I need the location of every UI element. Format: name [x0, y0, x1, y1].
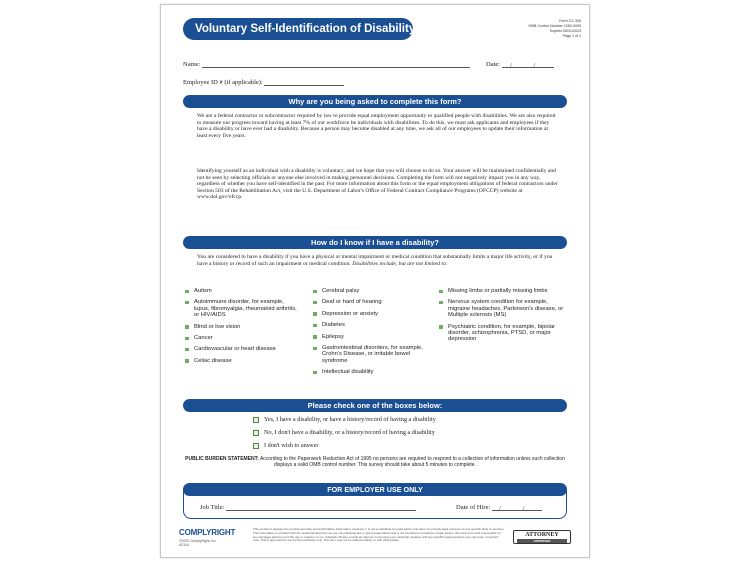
list-item: Depression or anxiety — [313, 311, 425, 317]
employer-use-box — [183, 483, 567, 519]
form-number: Form CC-305 — [559, 19, 581, 23]
date-field-row — [486, 61, 554, 68]
list-item: Epilepsy — [313, 334, 425, 340]
list-item: Intellectual disability — [313, 369, 425, 375]
checkbox-decline[interactable] — [253, 443, 259, 449]
attorney-approved-badge — [513, 530, 571, 544]
date-label: Date: — [486, 61, 501, 68]
list-item: Psychiatric condition, for example, bipolar disorder, schizophrenia, PTSD, or major depression — [439, 324, 567, 343]
job-title-label: Job Title: — [200, 504, 225, 511]
complyright-logo: COMPLYRIGHT — [179, 528, 236, 537]
list-item: Autoimmune disorder, for example, lupus, fibromyalgia, rheumatoid arthritis, or HIV/AIDS — [185, 299, 297, 318]
list-item: Gastrointestinal disorders, for example, Crohn's Disease, or irritable bowel syndrome — [313, 345, 425, 364]
how-paragraph — [197, 254, 559, 267]
option-yes-label: Yes, I have a disability, or have a history/record of having a disability — [264, 416, 436, 423]
date-of-hire-label: Date of Hire: — [456, 504, 491, 511]
name-field-row — [183, 61, 470, 68]
list-item: Missing limbs or partially missing limbs — [439, 288, 567, 294]
legal-disclaimer: This product is designed to provide accurate and authoritative information. However, it is not a substitute for legal advice and does not provide legal opinions on any specific facts or services. This information is provided with the understanding that you are not practicing law or giving legal advice and is not intended to constitute a legal opinion. We cannot be held responsible for any damages arising out of the use or reliance on our materials. Please consult an attorney concerning your particular situation and any specific legal questions you may have. Important note: This is approved for use by the purchaser only. This form may not be shared publicly or with third parties. — [253, 527, 505, 543]
list-item: Nervous system condition for example, migraine headaches, Parkinson's disease, or Multiple sclerosis (MS) — [439, 299, 567, 318]
omb-control-number: OMB Control Number 1250-0005 — [528, 24, 581, 28]
disability-list-col3 — [439, 288, 567, 348]
list-item: Blind or low vision — [185, 324, 297, 330]
checkbox-yes[interactable] — [253, 417, 259, 423]
section-heading-why: Why are you being asked to complete this form? — [183, 95, 567, 108]
option-decline-row[interactable] — [253, 442, 318, 449]
option-no-row[interactable] — [253, 429, 435, 436]
date-input-line[interactable]: / / — [502, 62, 554, 68]
list-item: Cardiovascular or heart disease — [185, 346, 297, 352]
expiration-date: Expires 05/31/2023 — [550, 29, 581, 33]
employee-id-label: Employee ID # (if applicable): — [183, 79, 263, 86]
attorney-badge-sub: APPROVED — [517, 539, 567, 543]
list-item: Autism — [185, 288, 297, 294]
disability-list-col1 — [185, 288, 297, 369]
list-item: Cerebral palsy — [313, 288, 425, 294]
option-decline-label: I don't wish to answer — [264, 442, 319, 449]
copyright-block — [179, 539, 217, 548]
list-item: Cancer — [185, 335, 297, 341]
form-title: Voluntary Self-Identification of Disability — [183, 18, 413, 40]
option-yes-row[interactable] — [253, 416, 436, 423]
job-title-input-line[interactable] — [226, 505, 416, 511]
employee-id-input-line[interactable] — [264, 80, 344, 86]
form-page — [160, 4, 590, 558]
section-heading-check: Please check one of the boxes below: — [183, 399, 567, 412]
checkbox-no[interactable] — [253, 430, 259, 436]
job-title-row — [200, 504, 416, 511]
name-label: Name: — [183, 61, 201, 68]
public-burden-statement — [183, 456, 567, 468]
page-number: Page 1 of 1 — [562, 34, 581, 38]
copyright-text: ©2020 ComplyRight, Inc. — [179, 539, 217, 543]
employee-id-row — [183, 79, 344, 86]
list-item: Deaf or hard of hearing — [313, 299, 425, 305]
why-paragraph-1: We are a federal contractor or subcontractor required by law to provide equal employment opportunity to qualified people with disabilities. We are also required to measure our progress toward having at least 7% of our workforce be individuals with disabilities. To do this, we must ask applicants and employees if they have a disability or have ever had a disability. Because a person may become disabled at any time, we ask all of our employees to update their information at least every five years. — [197, 113, 556, 139]
date-of-hire-input-line[interactable]: / / — [492, 505, 542, 511]
why-paragraph-2: Identifying yourself as an individual with a disability is voluntary, and we hope that you will choose to do so. Your answer will be maintained confidentially and not be seen by selecting officials or anyone else involved in making personnel decisions. Completing the form will not negatively impact you in any way, regardless of whether you have self-identified in the past. For more information about this form or the equal employment obligations of federal contractors under Section 503 of the Rehabilitation Act, visit the U.S. Department of Labor's Office of Federal Contract Compliance Programs (OFCCP) website at www.dol.gov/ofccp. — [197, 168, 558, 201]
how-paragraph-italic: Disabilities include, but are not limited to: — [352, 260, 448, 267]
list-item: Diabetes — [313, 322, 425, 328]
option-no-label: No, I don't have a disability, or a history/record of having a disability — [264, 429, 435, 436]
disability-list-col2 — [313, 288, 425, 381]
how-paragraph-text: You are considered to have a disability if you have a physical or mental impairment or medical condition that substantially limits a major life activity, or if you have a history or record of such an impairment or medical condition. — [197, 254, 553, 267]
section-heading-how: How do I know if I have a disability? — [183, 236, 567, 249]
product-code: A2104 — [179, 543, 189, 548]
employer-use-heading: FOR EMPLOYER USE ONLY — [183, 483, 567, 496]
date-of-hire-row — [456, 504, 542, 511]
name-input-line[interactable] — [202, 62, 470, 68]
form-meta — [528, 19, 581, 39]
list-item: Celiac disease — [185, 358, 297, 364]
burden-label: PUBLIC BURDEN STATEMENT: — [185, 456, 259, 462]
attorney-badge-main: ATTORNEY — [525, 532, 559, 538]
burden-text: According to the Paperwork Reduction Act of 1995 no persons are required to respond to a collection of information unless such collection displays a valid OMB control number. This survey should take about 5 minutes to complete. — [259, 456, 565, 468]
